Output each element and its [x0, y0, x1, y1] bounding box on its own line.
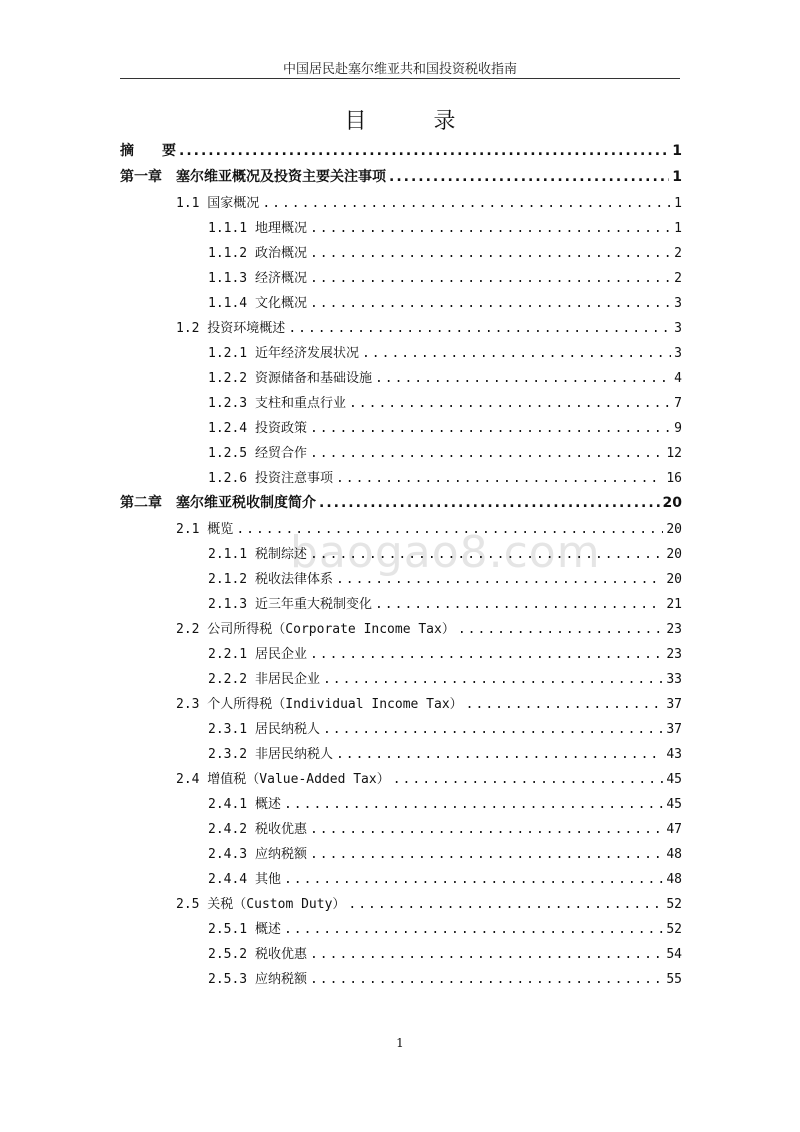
toc-entry-label: 1.2.6 投资注意事项	[208, 471, 333, 486]
toc-leader-dots	[284, 872, 663, 887]
toc-entry[interactable]	[120, 768, 682, 793]
toc-title: 目 录	[344, 109, 486, 134]
toc-entry[interactable]	[120, 593, 682, 618]
toc-entry-page: 45	[666, 797, 682, 812]
toc-entry-label: 2.3.1 居民纳税人	[208, 722, 320, 737]
toc-leader-dots	[348, 897, 663, 912]
toc-entry-label: 2.5.1 概述	[208, 922, 281, 937]
toc-entry[interactable]	[120, 568, 682, 593]
toc-entry-label: 第二章 塞尔维亚税收制度简介	[120, 495, 316, 511]
toc-entry-label: 1.2.5 经贸合作	[208, 446, 307, 461]
toc-entry-page: 1	[672, 169, 682, 185]
toc-entry-label: 2.4.4 其他	[208, 872, 281, 887]
toc-leader-dots	[179, 143, 669, 159]
toc-entry-label: 2.2 公司所得税（Corporate Income Tax）	[176, 622, 455, 637]
toc-leader-dots	[310, 271, 671, 286]
toc-entry[interactable]	[120, 492, 682, 518]
toc-entry-page: 3	[674, 346, 682, 361]
page-number: 1	[396, 1036, 404, 1050]
toc-entry-page: 37	[666, 697, 682, 712]
toc-entry[interactable]	[120, 392, 682, 417]
toc-entry-label: 1.1.3 经济概况	[208, 271, 307, 286]
toc-entry[interactable]	[120, 893, 682, 918]
toc-leader-dots	[393, 772, 664, 787]
toc-entry-page: 1	[672, 143, 682, 159]
toc-entry-label: 2.5 关税（Custom Duty）	[176, 897, 346, 912]
toc-leader-dots	[458, 622, 664, 637]
toc-entry-label: 2.3 个人所得税（Individual Income Tax）	[176, 697, 463, 712]
toc-entry-label: 1.2.2 资源储备和基础设施	[208, 371, 372, 386]
toc-entry[interactable]	[120, 643, 682, 668]
toc-entry-label: 2.3.2 非居民纳税人	[208, 747, 333, 762]
toc-leader-dots	[323, 672, 663, 687]
toc-leader-dots	[310, 947, 663, 962]
toc-entry[interactable]	[120, 843, 682, 868]
table-of-contents	[120, 140, 682, 993]
toc-entry-page: 23	[666, 622, 682, 637]
toc-entry-label: 1.1.2 政治概况	[208, 246, 307, 261]
toc-entry[interactable]	[120, 267, 682, 292]
toc-entry[interactable]	[120, 543, 682, 568]
toc-entry-page: 20	[666, 522, 682, 537]
toc-entry[interactable]	[120, 166, 682, 192]
toc-leader-dots	[375, 371, 671, 386]
toc-entry-page: 23	[666, 647, 682, 662]
toc-entry[interactable]	[120, 618, 682, 643]
toc-leader-dots	[323, 722, 663, 737]
toc-entry-label: 1.2 投资环境概述	[176, 321, 286, 336]
toc-entry-page: 43	[666, 747, 682, 762]
toc-entry-label: 1.2.4 投资政策	[208, 421, 307, 436]
toc-entry[interactable]	[120, 467, 682, 492]
toc-entry-page: 52	[666, 922, 682, 937]
toc-leader-dots	[310, 547, 663, 562]
toc-leader-dots	[389, 169, 669, 185]
toc-entry-page: 2	[674, 246, 682, 261]
toc-entry[interactable]	[120, 918, 682, 943]
toc-entry-label: 2.4.3 应纳税额	[208, 847, 307, 862]
toc-entry-page: 16	[666, 471, 682, 486]
toc-entry[interactable]	[120, 317, 682, 342]
toc-entry[interactable]	[120, 192, 682, 217]
toc-entry-label: 2.4.1 概述	[208, 797, 281, 812]
toc-entry[interactable]	[120, 217, 682, 242]
toc-leader-dots	[310, 972, 663, 987]
toc-entry[interactable]	[120, 693, 682, 718]
toc-entry-page: 1	[674, 196, 682, 211]
toc-entry-label: 摘 要	[120, 143, 176, 159]
toc-entry-page: 1	[674, 221, 682, 236]
toc-leader-dots	[310, 421, 671, 436]
toc-leader-dots	[284, 922, 663, 937]
toc-entry-label: 1.1.1 地理概况	[208, 221, 307, 236]
header-divider	[120, 78, 680, 79]
toc-leader-dots	[336, 747, 663, 762]
toc-entry-label: 2.4.2 税收优惠	[208, 822, 307, 837]
toc-entry-page: 3	[674, 321, 682, 336]
toc-entry-page: 4	[674, 371, 682, 386]
toc-entry-label: 2.1.1 税制综述	[208, 547, 307, 562]
toc-entry-page: 12	[666, 446, 682, 461]
toc-leader-dots	[310, 296, 671, 311]
toc-entry-page: 9	[674, 421, 682, 436]
toc-entry-page: 3	[674, 296, 682, 311]
toc-entry-page: 20	[666, 547, 682, 562]
toc-entry-label: 1.1 国家概况	[176, 196, 260, 211]
toc-entry-page: 37	[666, 722, 682, 737]
toc-leader-dots	[466, 697, 664, 712]
toc-entry-label: 2.5.2 税收优惠	[208, 947, 307, 962]
toc-entry-page: 47	[666, 822, 682, 837]
toc-entry[interactable]	[120, 943, 682, 968]
toc-entry-label: 1.1.4 文化概况	[208, 296, 307, 311]
toc-entry-page: 2	[674, 271, 682, 286]
toc-leader-dots	[310, 221, 671, 236]
toc-entry[interactable]	[120, 818, 682, 843]
toc-entry-page: 20	[666, 572, 682, 587]
toc-leader-dots	[375, 597, 663, 612]
toc-entry-page: 21	[666, 597, 682, 612]
toc-entry-label: 2.1.2 税收法律体系	[208, 572, 333, 587]
watermark: baogao8.com	[290, 527, 601, 578]
toc-entry-page: 7	[674, 396, 682, 411]
toc-entry-page: 48	[666, 872, 682, 887]
toc-entry[interactable]	[120, 868, 682, 893]
toc-entry[interactable]	[120, 242, 682, 267]
toc-entry[interactable]	[120, 342, 682, 367]
toc-entry[interactable]	[120, 140, 682, 166]
running-header: 中国居民赴塞尔维亚共和国投资税收指南	[282, 62, 517, 77]
toc-leader-dots	[310, 647, 663, 662]
toc-entry-label: 2.5.3 应纳税额	[208, 972, 307, 987]
toc-entry-page: 33	[666, 672, 682, 687]
toc-entry[interactable]	[120, 417, 682, 442]
toc-entry[interactable]	[120, 367, 682, 392]
toc-entry-label: 2.1 概览	[176, 522, 234, 537]
toc-leader-dots	[236, 522, 663, 537]
toc-entry[interactable]	[120, 442, 682, 467]
toc-entry[interactable]	[120, 518, 682, 543]
toc-leader-dots	[319, 495, 660, 511]
toc-entry-label: 2.2.2 非居民企业	[208, 672, 320, 687]
toc-entry[interactable]	[120, 292, 682, 317]
toc-entry-page: 52	[666, 897, 682, 912]
toc-entry-label: 1.2.1 近年经济发展状况	[208, 346, 359, 361]
toc-entry-label: 2.1.3 近三年重大税制变化	[208, 597, 372, 612]
toc-leader-dots	[336, 572, 663, 587]
toc-leader-dots	[310, 822, 663, 837]
toc-leader-dots	[284, 797, 663, 812]
toc-entry-page: 45	[666, 772, 682, 787]
toc-leader-dots	[310, 246, 671, 261]
toc-leader-dots	[310, 446, 663, 461]
toc-leader-dots	[362, 346, 671, 361]
toc-entry-label: 1.2.3 支柱和重点行业	[208, 396, 346, 411]
toc-entry-label: 第一章 塞尔维亚概况及投资主要关注事项	[120, 169, 386, 185]
toc-entry-page: 20	[662, 495, 682, 511]
toc-entry[interactable]	[120, 718, 682, 743]
toc-entry-label: 2.2.1 居民企业	[208, 647, 307, 662]
toc-entry[interactable]	[120, 793, 682, 818]
toc-leader-dots	[262, 196, 671, 211]
toc-leader-dots	[288, 321, 671, 336]
toc-entry-page: 55	[666, 972, 682, 987]
toc-entry-page: 48	[666, 847, 682, 862]
toc-leader-dots	[336, 471, 663, 486]
toc-entry-page: 54	[666, 947, 682, 962]
toc-entry-label: 2.4 增值税（Value-Added Tax）	[176, 772, 390, 787]
toc-entry[interactable]	[120, 968, 682, 993]
toc-entry[interactable]	[120, 668, 682, 693]
toc-leader-dots	[310, 847, 663, 862]
toc-entry[interactable]	[120, 743, 682, 768]
toc-leader-dots	[349, 396, 671, 411]
